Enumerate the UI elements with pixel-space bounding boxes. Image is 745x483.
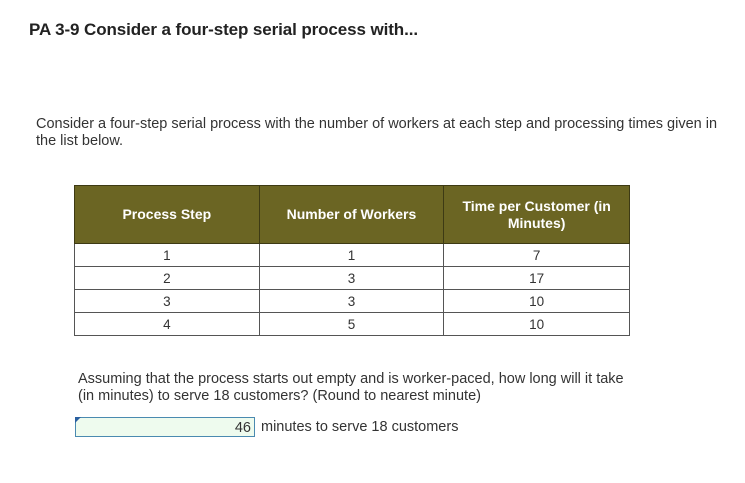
cell-process-step: 2 — [75, 267, 260, 290]
input-corner-marker-icon — [75, 417, 81, 423]
cell-number-of-workers: 5 — [259, 313, 444, 336]
answer-value: 46 — [234, 420, 251, 436]
problem-intro: Consider a four-step serial process with the number of workers at each step and processing times given in the list below. — [36, 116, 718, 149]
cell-number-of-workers: 1 — [259, 244, 444, 267]
problem-title: PA 3-9 Consider a four-step serial process with... — [29, 20, 418, 39]
cell-time-per-customer: 10 — [444, 313, 630, 336]
cell-process-step: 1 — [75, 244, 260, 267]
cell-time-per-customer: 7 — [444, 244, 630, 267]
cell-process-step: 4 — [75, 313, 260, 336]
cell-time-per-customer: 17 — [444, 267, 630, 290]
table-row — [75, 290, 630, 313]
table-row — [75, 267, 630, 290]
cell-number-of-workers: 3 — [259, 290, 444, 313]
table-row — [75, 244, 630, 267]
answer-row — [75, 417, 458, 437]
header-process-step: Process Step — [75, 186, 260, 244]
table-row — [75, 313, 630, 336]
cell-time-per-customer: 10 — [444, 290, 630, 313]
answer-suffix: minutes to serve 18 customers — [261, 419, 459, 435]
header-number-of-workers: Number of Workers — [259, 186, 444, 244]
question-text: Assuming that the process starts out empty and is worker-paced, how long will it take (in minutes) to serve 18 customers? (Round to nearest minute) — [78, 371, 624, 404]
cell-process-step: 3 — [75, 290, 260, 313]
header-time-per-customer: Time per Customer (in Minutes) — [444, 186, 630, 244]
cell-number-of-workers: 3 — [259, 267, 444, 290]
table-header-row — [75, 186, 630, 244]
process-table — [74, 185, 630, 336]
answer-input[interactable] — [75, 417, 255, 437]
